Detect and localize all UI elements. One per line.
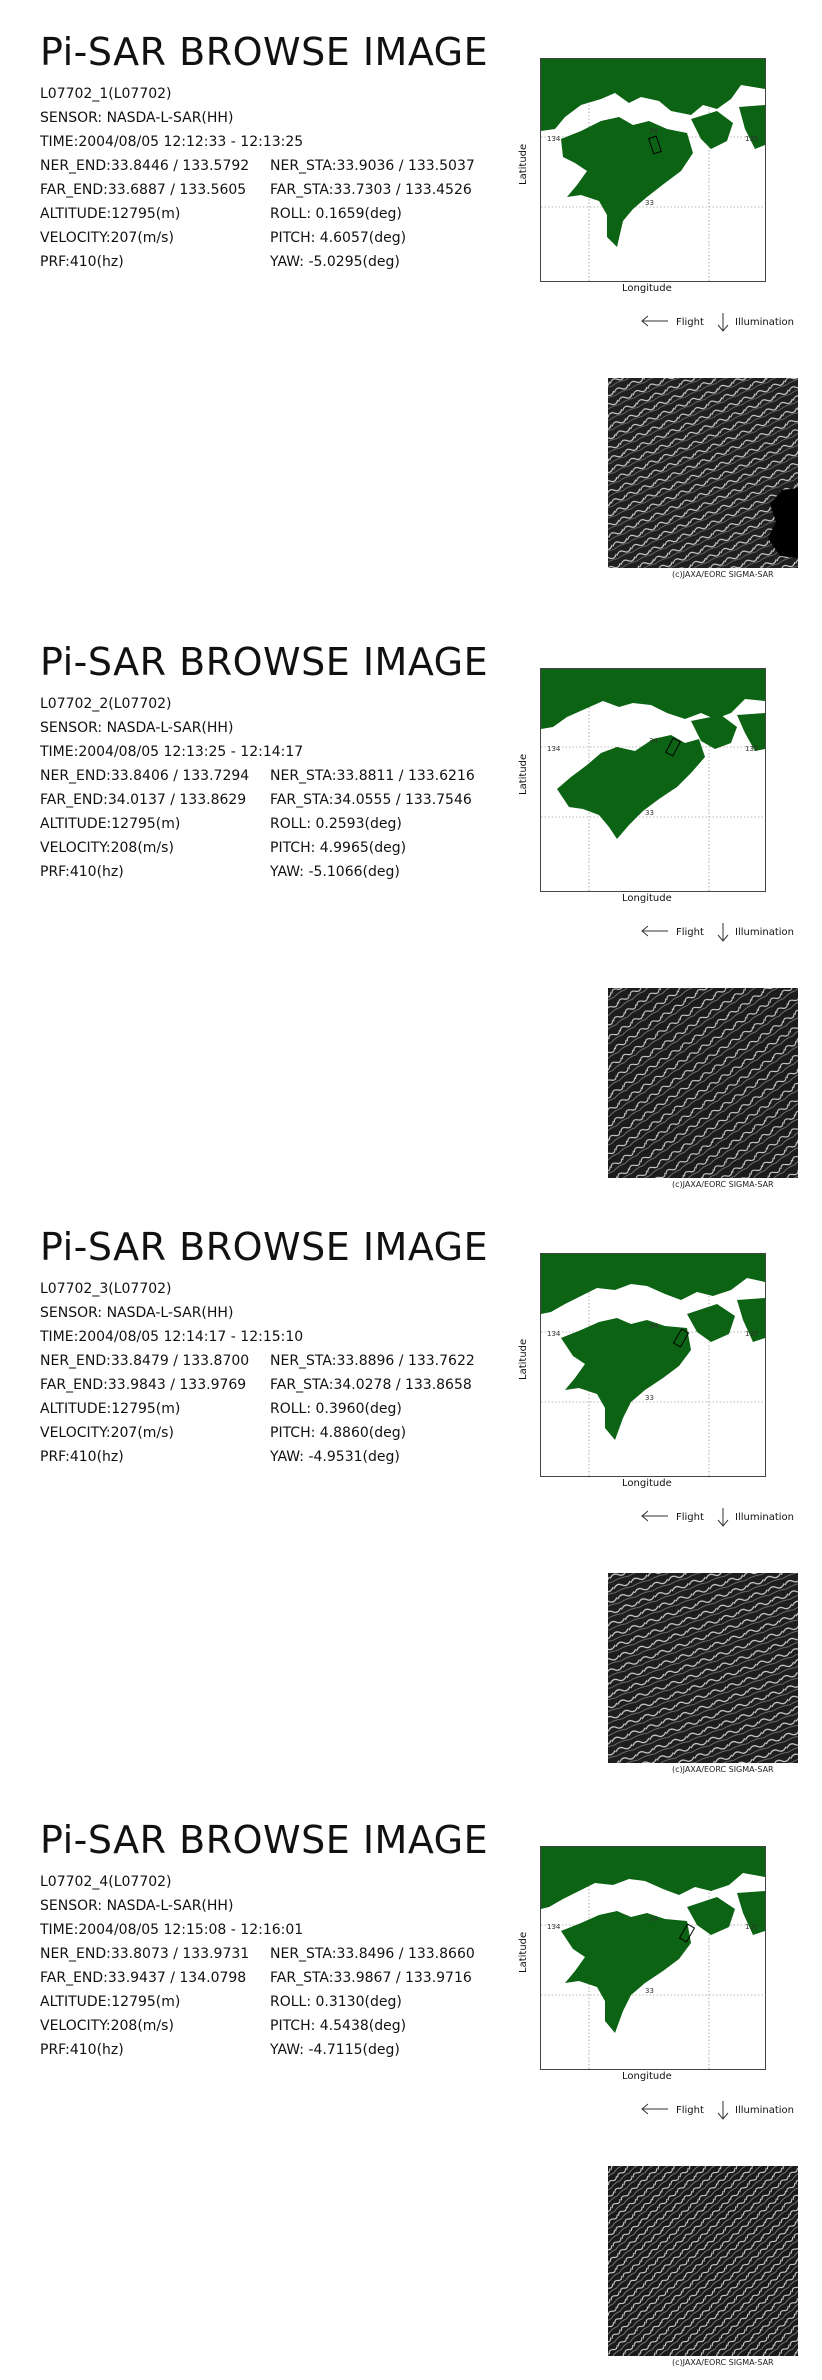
ner-sta: NER_STA:33.8811 / 133.6216 [270, 768, 475, 784]
land-honshu [541, 1847, 765, 1909]
arrow-down-icon [716, 922, 730, 942]
grid-label-right: 135 [745, 135, 759, 143]
direction-legend [640, 312, 800, 332]
far-sta: FAR_STA:33.7303 / 133.4526 [270, 182, 472, 198]
velocity: VELOCITY:207(m/s) [40, 230, 174, 246]
copyright-credit: (c)JAXA/EORC SIGMA-SAR [672, 2358, 774, 2367]
grid-label-bottom: 33 [645, 1394, 654, 1402]
sar-browse-image [608, 988, 798, 1178]
direction-legend [640, 1507, 800, 1527]
roll: ROLL: 0.2593(deg) [270, 816, 402, 832]
record-title: Pi-SAR BROWSE IMAGE [40, 1225, 489, 1269]
sensor-line: SENSOR: NASDA-L-SAR(HH) [40, 1898, 234, 1914]
sensor-line: SENSOR: NASDA-L-SAR(HH) [40, 720, 234, 736]
pitch: PITCH: 4.6057(deg) [270, 230, 407, 246]
ner-end: NER_END:33.8073 / 133.9731 [40, 1946, 250, 1962]
land-island [687, 1304, 735, 1342]
illumination-label: Illumination [735, 317, 794, 328]
altitude: ALTITUDE:12795(m) [40, 1994, 181, 2010]
ner-end: NER_END:33.8446 / 133.5792 [40, 158, 250, 174]
latitude-axis-label: Latitude [518, 753, 529, 795]
browse-record-3 [0, 1195, 822, 1785]
flight-label: Flight [676, 2105, 704, 2116]
direction-legend [640, 922, 800, 942]
yaw: YAW: -5.1066(deg) [270, 864, 400, 880]
yaw: YAW: -4.9531(deg) [270, 1449, 400, 1465]
yaw: YAW: -4.7115(deg) [270, 2042, 400, 2058]
location-map [540, 668, 766, 892]
longitude-axis-label: Longitude [622, 893, 672, 904]
ner-end: NER_END:33.8479 / 133.8700 [40, 1353, 250, 1369]
longitude-axis-label: Longitude [622, 283, 672, 294]
land-shikoku [561, 117, 693, 247]
arrow-left-icon [640, 925, 670, 937]
arrow-down-icon [716, 1507, 730, 1527]
land-honshu [541, 1254, 765, 1314]
velocity: VELOCITY:208(m/s) [40, 2018, 174, 2034]
location-map [540, 1253, 766, 1477]
copyright-credit: (c)JAXA/EORC SIGMA-SAR [672, 1180, 774, 1189]
sensor-line: SENSOR: NASDA-L-SAR(HH) [40, 110, 234, 126]
time-line: TIME:2004/08/05 12:14:17 - 12:15:10 [40, 1329, 304, 1345]
location-map [540, 1846, 766, 2070]
grid-label-left: 134 [547, 1923, 561, 1931]
illumination-label: Illumination [735, 2105, 794, 2116]
latitude-axis-label: Latitude [518, 1338, 529, 1380]
record-title: Pi-SAR BROWSE IMAGE [40, 1818, 489, 1862]
browse-record-1 [0, 0, 822, 590]
ner-sta: NER_STA:33.9036 / 133.5037 [270, 158, 475, 174]
velocity: VELOCITY:207(m/s) [40, 1425, 174, 1441]
far-sta: FAR_STA:34.0278 / 133.8658 [270, 1377, 472, 1393]
roll: ROLL: 0.3960(deg) [270, 1401, 402, 1417]
land-shikoku [557, 735, 705, 839]
land-shikoku [561, 1911, 691, 2033]
grid-label-bottom: 33 [645, 809, 654, 817]
location-map [540, 58, 766, 282]
far-end: FAR_END:33.6887 / 133.5605 [40, 182, 247, 198]
latitude-axis-label: Latitude [518, 143, 529, 185]
far-end: FAR_END:33.9843 / 133.9769 [40, 1377, 247, 1393]
roll: ROLL: 0.1659(deg) [270, 206, 402, 222]
grid-label-bottom: 33 [645, 1987, 654, 1995]
flight-label: Flight [676, 1512, 704, 1523]
grid-label-right: 135 [745, 1923, 759, 1931]
far-sta: FAR_STA:33.9867 / 133.9716 [270, 1970, 472, 1986]
arrow-left-icon [640, 315, 670, 327]
land-shikoku [561, 1318, 691, 1440]
arrow-left-icon [640, 2103, 670, 2115]
far-end: FAR_END:33.9437 / 134.0798 [40, 1970, 247, 1986]
record-id: L07702_4(L07702) [40, 1874, 172, 1890]
sensor-line: SENSOR: NASDA-L-SAR(HH) [40, 1305, 234, 1321]
record-id: L07702_1(L07702) [40, 86, 172, 102]
record-id: L07702_3(L07702) [40, 1281, 172, 1297]
grid-label-left: 134 [547, 1330, 561, 1338]
yaw: YAW: -5.0295(deg) [270, 254, 400, 270]
grid-label-top: 34 [649, 127, 658, 135]
grid-label-top: 34 [649, 1322, 658, 1330]
illumination-label: Illumination [735, 1512, 794, 1523]
prf: PRF:410(hz) [40, 2042, 124, 2058]
grid-label-left: 134 [547, 135, 561, 143]
browse-record-2 [0, 610, 822, 1200]
arrow-down-icon [716, 2100, 730, 2120]
illumination-label: Illumination [735, 927, 794, 938]
record-title: Pi-SAR BROWSE IMAGE [40, 640, 489, 684]
copyright-credit: (c)JAXA/EORC SIGMA-SAR [672, 570, 774, 579]
arrow-left-icon [640, 1510, 670, 1522]
altitude: ALTITUDE:12795(m) [40, 816, 181, 832]
flight-label: Flight [676, 317, 704, 328]
far-sta: FAR_STA:34.0555 / 133.7546 [270, 792, 472, 808]
copyright-credit: (c)JAXA/EORC SIGMA-SAR [672, 1765, 774, 1774]
roll: ROLL: 0.3130(deg) [270, 1994, 402, 2010]
altitude: ALTITUDE:12795(m) [40, 206, 181, 222]
sar-browse-image [608, 1573, 798, 1763]
land-island [691, 111, 733, 149]
land-honshu [541, 59, 765, 131]
longitude-axis-label: Longitude [622, 1478, 672, 1489]
latitude-axis-label: Latitude [518, 1931, 529, 1973]
pitch: PITCH: 4.9965(deg) [270, 840, 407, 856]
grid-label-right: 135 [745, 1330, 759, 1338]
altitude: ALTITUDE:12795(m) [40, 1401, 181, 1417]
far-end: FAR_END:34.0137 / 133.8629 [40, 792, 247, 808]
direction-legend [640, 2100, 800, 2120]
pitch: PITCH: 4.5438(deg) [270, 2018, 407, 2034]
grid-label-right: 135 [745, 745, 759, 753]
flight-label: Flight [676, 927, 704, 938]
ner-sta: NER_STA:33.8896 / 133.7622 [270, 1353, 475, 1369]
prf: PRF:410(hz) [40, 864, 124, 880]
time-line: TIME:2004/08/05 12:13:25 - 12:14:17 [40, 744, 304, 760]
prf: PRF:410(hz) [40, 254, 124, 270]
grid-label-top: 34 [649, 737, 658, 745]
velocity: VELOCITY:208(m/s) [40, 840, 174, 856]
grid-label-left: 134 [547, 745, 561, 753]
sar-browse-image [608, 2166, 798, 2356]
pitch: PITCH: 4.8860(deg) [270, 1425, 407, 1441]
prf: PRF:410(hz) [40, 1449, 124, 1465]
arrow-down-icon [716, 312, 730, 332]
time-line: TIME:2004/08/05 12:12:33 - 12:13:25 [40, 134, 304, 150]
longitude-axis-label: Longitude [622, 2071, 672, 2082]
grid-label-bottom: 33 [645, 199, 654, 207]
time-line: TIME:2004/08/05 12:15:08 - 12:16:01 [40, 1922, 304, 1938]
record-title: Pi-SAR BROWSE IMAGE [40, 30, 489, 74]
ner-end: NER_END:33.8406 / 133.7294 [40, 768, 250, 784]
browse-record-4 [0, 1788, 822, 2378]
grid-label-top: 34 [649, 1915, 658, 1923]
land-honshu [541, 669, 765, 729]
record-id: L07702_2(L07702) [40, 696, 172, 712]
sar-browse-image [608, 378, 798, 568]
ner-sta: NER_STA:33.8496 / 133.8660 [270, 1946, 475, 1962]
